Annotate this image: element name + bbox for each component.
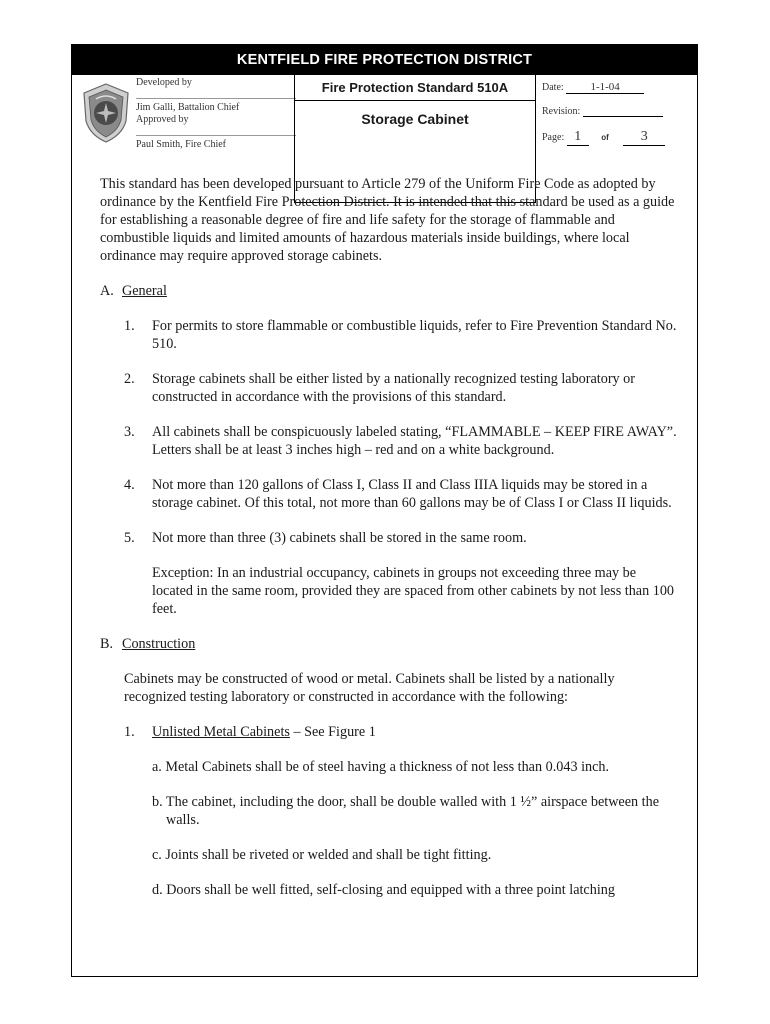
item-number: 1. <box>124 724 135 740</box>
intro-paragraph: This standard has been developed pursuant to Article 279 of the Uniform Fire Code as adopted by ordinance by the Kentfield Fire Protection District. It is intended that this standard be used as a guide for establishing a reasonable degree of fire and life safety for the storage of flammable and combustible liquids and limited amounts of hazardous materials inside buildings, where local ordinance may require approved storage cabinets. <box>100 176 675 264</box>
revision-row <box>542 105 692 129</box>
standard-title: Fire Protection Standard 510A <box>295 75 535 101</box>
item-number: 3. <box>124 424 135 440</box>
item-number: 2. <box>124 371 135 387</box>
sub-item <box>100 758 680 776</box>
standard-subject: Storage Cabinet <box>361 111 469 127</box>
list-item <box>100 723 680 741</box>
section-b-heading <box>100 635 680 653</box>
section-a-title: General <box>122 283 167 299</box>
meta-block <box>542 81 692 153</box>
item-number: 1. <box>124 318 135 334</box>
document-body <box>100 175 680 916</box>
approved-by-label: Approved by <box>136 114 189 125</box>
list-item <box>100 476 680 512</box>
item-text: Not more than three (3) cabinets shall be stored in the same room. <box>152 530 527 546</box>
sub-item <box>100 881 680 899</box>
list-item <box>100 370 680 406</box>
fire-district-badge-icon <box>78 81 134 145</box>
item-number: 4. <box>124 477 135 493</box>
page-label: Page: <box>542 132 565 143</box>
section-a-letter: A. <box>100 283 114 299</box>
item-number: 5. <box>124 530 135 546</box>
date-row <box>542 81 692 105</box>
date-value: 1-1-04 <box>566 81 644 94</box>
page-total: 3 <box>623 129 665 146</box>
list-item <box>100 529 680 547</box>
list-item <box>100 423 680 459</box>
sub-item <box>100 846 680 864</box>
item-suffix: – See Figure 1 <box>289 724 376 740</box>
section-b-letter: B. <box>100 636 114 652</box>
item-title: Unlisted Metal Cabinets <box>152 724 290 740</box>
section-a-heading <box>100 282 680 300</box>
date-label: Date: <box>542 82 564 93</box>
sub-item-text: a. Metal Cabinets shall be of steel having a thickness of not less than 0.043 inch. <box>152 759 610 775</box>
construction-intro: Cabinets may be constructed of wood or metal. Cabinets shall be listed by a nationally recognized testing laboratory or constructed in accordance with the following: <box>124 671 615 705</box>
district-title-bar: KENTFIELD FIRE PROTECTION DISTRICT <box>72 45 697 75</box>
item-text: For permits to store flammable or combustible liquids, refer to Fire Prevention Standard No. 510. <box>152 318 677 352</box>
signature-line <box>136 126 296 136</box>
list-item <box>100 317 680 353</box>
author-block <box>136 77 301 151</box>
item-text: Not more than 120 gallons of Class I, Class II and Class IIIA liquids may be stored in a storage cabinet. Of this total, not more than 60 gallons may be of Class I or Class II liquids. <box>152 477 672 511</box>
developed-by-label: Developed by <box>136 77 192 88</box>
sub-item-text: c. Joints shall be riveted or welded and shall be tight fitting. <box>152 847 492 863</box>
page-number: 1 <box>567 129 589 146</box>
page-of: of <box>601 133 609 142</box>
revision-value <box>583 105 663 117</box>
page-row <box>542 129 692 153</box>
sub-item <box>100 793 680 829</box>
item-text: Storage cabinets shall be either listed by a nationally recognized testing laboratory or constructed in accordance with the provisions of this standard. <box>152 371 636 405</box>
item-text: All cabinets shall be conspicuously labeled stating, “FLAMMABLE – KEEP FIRE AWAY”. Letters shall be at least 3 inches high – red and on a white background. <box>152 424 677 458</box>
document-page <box>71 44 698 977</box>
revision-label: Revision: <box>542 106 581 117</box>
signature-line <box>136 89 296 99</box>
approved-by-name: Paul Smith, Fire Chief <box>136 139 226 150</box>
exception-paragraph: Exception: In an industrial occupancy, cabinets in groups not exceeding three may be located in the same room, provided they are spaced from other cabinets by not less than 100 feet. <box>152 565 675 617</box>
section-b-title: Construction <box>122 636 196 652</box>
developed-by-name: Jim Galli, Battalion Chief <box>136 102 240 113</box>
sub-item-text: b. The cabinet, including the door, shall be double walled with 1 ½” airspace between the walls. <box>152 794 660 828</box>
sub-item-text: d. Doors shall be well fitted, self-closing and equipped with a three point latching <box>152 882 615 898</box>
